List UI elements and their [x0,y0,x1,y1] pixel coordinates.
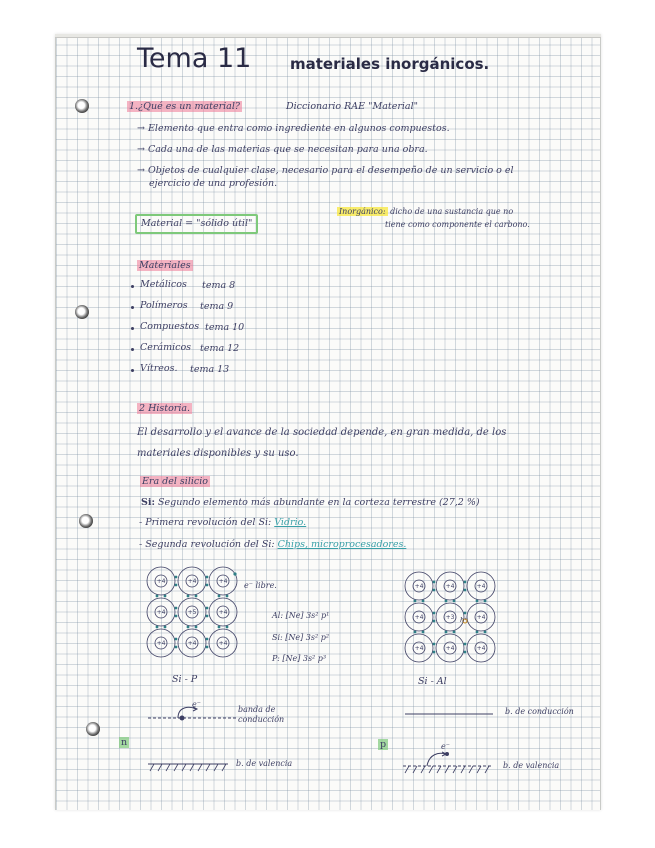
first-revolution: - Primera revolución del Si: Vidrio. [139,517,307,528]
bullet-icon [131,285,134,288]
atom-label: +4 [414,645,424,652]
bullet-icon [131,348,134,351]
materiales-heading: Materiales [139,260,191,271]
valence-band-right [403,748,495,778]
material-item-name: Cerámicos [140,342,192,353]
electron-config: Si: [Ne] 3s² p² [272,633,330,642]
atom-label: +4 [476,583,486,590]
n-type-label: n [121,737,128,748]
valence-band-label-right: b. de valencia [503,761,560,770]
conduction-band-label: banda de [238,705,276,714]
section1-source: Diccionario RAE "Material" [286,101,418,112]
atom-label: +4 [414,614,424,621]
conduction-band-label-right: b. de conducción [505,707,574,716]
page-subtitle: materiales inorgánicos. [290,55,490,73]
hole-label: h⁺ [460,616,468,624]
electron-label: e⁻ [192,700,201,709]
history-text: materiales disponibles y su uso. [137,448,299,459]
free-electron-label: e⁻ libre. [244,581,277,590]
valence-band-label: b. de valencia [236,759,293,768]
section2-heading: 2 Historia. [139,403,191,414]
atom-label: +4 [156,578,166,585]
punch-hole-icon [86,722,100,736]
definition-box: Material = "sólido útil" [135,214,258,234]
p-type-label: p [380,739,387,750]
atom-label: +4 [445,583,455,590]
atom-label: +3 [445,614,455,621]
si-al-caption: Si - Al [418,676,447,687]
material-item-name: Vítreos. [140,363,178,374]
silicon-fact: Si: Segundo elemento más abundante en la corteza terrestre (27,2 %) [141,497,480,508]
atom-label: +4 [187,578,197,585]
atom-label: +5 [187,609,197,616]
atom-label: +4 [218,640,228,647]
conduction-band-label: conducción [238,715,285,724]
inorganic-note-line2: tiene como componente el carbono. [385,220,530,229]
material-item-name: Compuestos [140,321,200,332]
definition-line: → Elemento que entra como ingrediente en algunos compuestos. [137,123,450,134]
definition-line: → Cada una de las materias que se necesitan para una obra. [137,144,428,155]
si-al-lattice [403,570,498,665]
material-item-ref: tema 8 [202,280,236,291]
electron-label-right: e⁻ [441,742,450,751]
electron-config: P: [Ne] 3s² p³ [272,654,327,663]
punch-hole-icon [79,514,93,528]
definition-line: ejercicio de una profesión. [149,178,278,189]
bullet-icon [131,306,134,309]
material-item-ref: tema 9 [200,301,234,312]
si-p-lattice-svg [145,565,240,660]
conduction-band-right-svg [405,712,495,716]
second-revolution: - Segunda revolución del Si: Chips, microprocesadores. [139,539,407,550]
era-heading: Era del silicio [142,476,208,487]
material-item-ref: tema 13 [190,364,230,375]
page-top-edge [55,34,601,38]
atom-label: +4 [218,578,228,585]
section1-heading: 1.¿Qué es un material? [129,101,240,112]
bullet-icon [131,327,134,330]
atom-label: +4 [156,640,166,647]
conduction-band-right [405,712,495,716]
atom-label: +4 [156,609,166,616]
inorganic-note: Inorgánico: dicho de una sustancia que no [339,207,514,216]
si-al-lattice-svg [403,570,498,665]
material-item-ref: tema 12 [200,343,240,354]
material-item-name: Polímeros [140,300,188,311]
electron-config: Al: [Ne] 3s² p¹ [272,611,330,620]
atom-label: +4 [187,640,197,647]
atom-label: +4 [476,645,486,652]
bullet-icon [131,369,134,372]
page-title: Tema 11 [137,43,252,74]
definition-line: → Objetos de cualquier clase, necesario para el desempeño de un servicio o el [137,165,514,176]
material-item-ref: tema 10 [205,322,245,333]
valence-band-left-svg [148,760,238,774]
si-p-caption: Si - P [172,674,198,685]
atom-label: +4 [476,614,486,621]
atom-label: +4 [218,609,228,616]
material-item-name: Metálicos [140,279,187,290]
si-p-lattice [145,565,240,660]
valence-band-left [148,760,238,774]
atom-label: +4 [445,645,455,652]
punch-hole-icon [75,99,89,113]
punch-hole-icon [75,305,89,319]
valence-band-right-svg [403,748,495,778]
history-text: El desarrollo y el avance de la sociedad depende, en gran medida, de los [137,427,507,438]
atom-label: +4 [414,583,424,590]
